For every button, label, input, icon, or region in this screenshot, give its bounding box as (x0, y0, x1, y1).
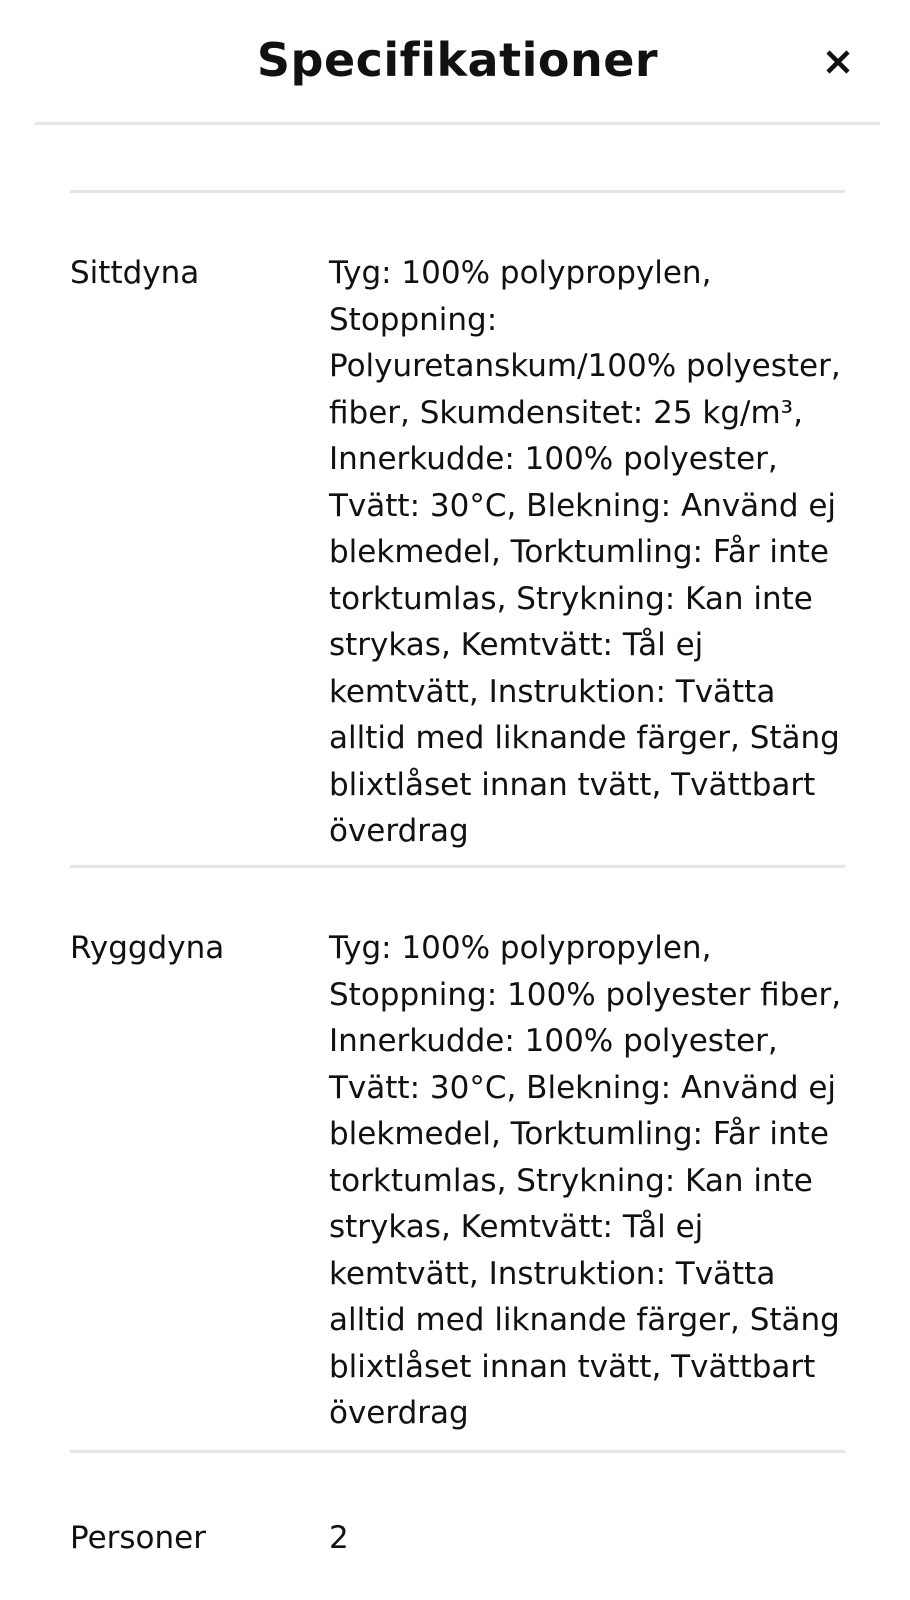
spec-row-sittdyna (70, 190, 845, 865)
spec-list (70, 190, 845, 1590)
page-title: Specifikationer (256, 33, 659, 87)
spec-label: Ryggdyna (70, 930, 225, 966)
spec-label: Personer (70, 1520, 206, 1556)
spec-row-ryggdyna (70, 865, 845, 1450)
spec-value: Tyg: 100% polypropylen, Stoppning: 100% polyester fiber, Innerkudde: 100% polyester, Tvätt: 30°C, Blekning: Använd ej blekmedel, Torktumling: Får inte torktumlas, Strykning: Kan inte strykas, Kemtvätt: Tål ej kemtvätt, Instruktion: Tvätta alltid med liknande färger, Stäng blixtlåset innan tvätt, Tvättbart överdrag (329, 930, 842, 1431)
close-icon (820, 44, 856, 80)
close-button[interactable] (820, 44, 856, 80)
spec-label: Sittdyna (70, 255, 200, 291)
spec-value: 2 (329, 1520, 349, 1556)
spec-value: Tyg: 100% polypropylen, Stoppning: Polyuretanskum/100% polyester, fiber, Skumdensitet: 25 kg/m³, Innerkudde: 100% polyester, Tvätt: 30°C, Blekning: Använd ej blekmedel, Torktumling: Får inte torktumlas, Strykning: Kan inte strykas, Kemtvätt: Tål ej kemtvätt, Instruktion: Tvätta alltid med liknande färger, Stäng blixtlåset innan tvätt, Tvättbart överdrag (329, 255, 841, 849)
spec-row-personer (70, 1450, 845, 1590)
modal-header (35, 0, 880, 125)
